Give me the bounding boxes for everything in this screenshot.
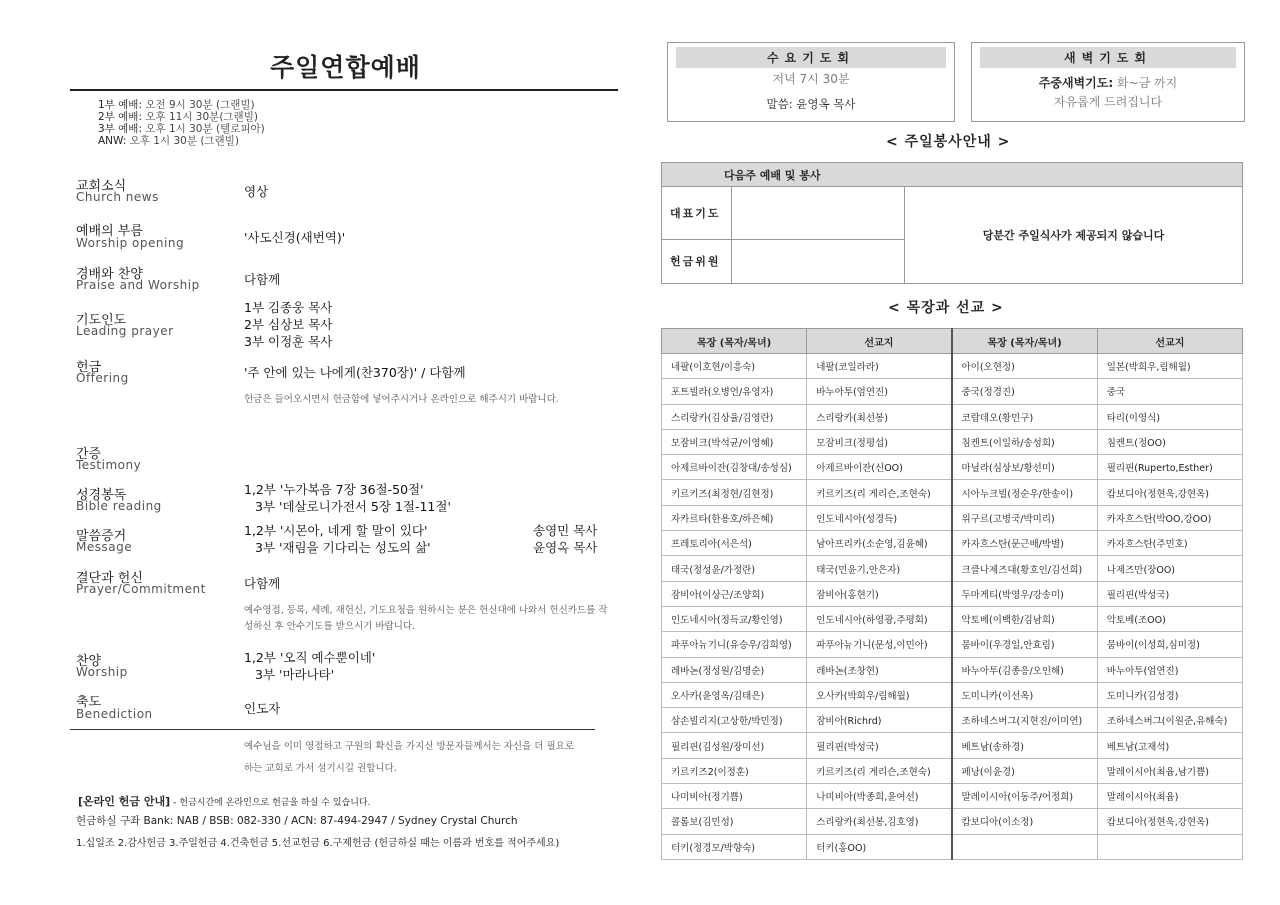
mokjang-cell: 아이(오현정) [952, 354, 1098, 379]
commit-en: Prayer/Commitment [76, 582, 206, 596]
mission-cell: 인도네시아(성경득) [807, 505, 952, 530]
mission-header: 선교지 [807, 329, 952, 354]
table-row [662, 733, 1243, 758]
mission-header: 목장 (목자/목녀) [952, 329, 1098, 354]
table-row [662, 480, 1243, 505]
prayer-ko: 기도인도 [76, 313, 127, 328]
mokjang-cell: 인도네시아(정득교/황인영) [662, 606, 807, 631]
mission-cell: 뭄바이(이성희,심미정) [1097, 632, 1242, 657]
mission-cell: 나미비아(박종희,윤여선) [807, 784, 952, 809]
mokjang-cell: 침켄트(이일하/송성희) [952, 429, 1098, 454]
mission-cell: 침켄트(정OO) [1097, 429, 1242, 454]
mission-cell: 태국(민윤기,안은자) [807, 556, 952, 581]
mission-cell: 타리(이영식) [1097, 404, 1242, 429]
table-row [662, 354, 1243, 379]
mission-cell: 잠비아(홍현기) [807, 581, 952, 606]
bene-value: 인도자 [244, 701, 281, 716]
mokjang-cell: 프레토리아(서은석) [662, 531, 807, 556]
table-row [662, 404, 1243, 429]
mission-cell: 스리랑카(최선봉,김호영) [807, 809, 952, 834]
mokjang-cell: 말레이시아(이동주/어정희) [952, 784, 1098, 809]
mokjang-cell: 필리핀(김성원/장미선) [662, 733, 807, 758]
offering-committee-label: 헌금위원 [662, 239, 732, 283]
bible-en: Bible reading [76, 499, 162, 513]
mokjang-cell: 잠비아(이상근/조양희) [662, 581, 807, 606]
mission-cell: 스리랑카(최선봉) [807, 404, 952, 429]
bible-ko: 성경봉독 [76, 488, 127, 503]
table-row [662, 505, 1243, 530]
mokjang-cell: 태국(정성윤/가정란) [662, 556, 807, 581]
mission-cell: 터키(홍OO) [807, 834, 952, 859]
offering-note: 헌금은 들어오시면서 헌금함에 넣어주시거나 온라인으로 해주시기 바랍니다. [244, 394, 559, 405]
table-row [662, 784, 1243, 809]
mission-section-title: < 목장과 선교 > [888, 300, 1004, 316]
commit-value: 다함께 [244, 576, 281, 591]
bene-en: Benediction [76, 707, 153, 721]
mokjang-cell: 캄보디아(이소정) [952, 809, 1098, 834]
service-section-title: < 주일봉사안내 > [886, 134, 1011, 150]
mission-cell: 바누아투(엄연진) [1097, 657, 1242, 682]
mission-cell: 키르키즈(리 게리슨,조현숙) [807, 758, 952, 783]
mission-cell: 아제르바이잔(신OO) [807, 455, 952, 480]
mission-cell: 말레이시아(최윰,남기쁨) [1097, 758, 1242, 783]
online-offering: [온라인 헌금 안내] - 헌금시간에 온라인으로 헌금을 하실 수 있습니다. [78, 795, 371, 808]
mokjang-cell: 삼손빌리지(고상한/박민정) [662, 708, 807, 733]
mission-cell: 캄보디아(정현욱,강현옥) [1097, 809, 1242, 834]
table-row [662, 657, 1243, 682]
news-ko: 교회소식 [76, 179, 127, 194]
mokjang-cell: 포트빌라(오병언/유영자) [662, 379, 807, 404]
mission-header: 선교지 [1097, 329, 1242, 354]
mokjang-cell: 파푸아뉴기니(유승우/김희영) [662, 632, 807, 657]
table-row [662, 758, 1243, 783]
mokjang-cell: 아제르바이잔(김창대/송성심) [662, 455, 807, 480]
table-row [662, 834, 1243, 859]
mokjang-cell: 마닐라(심상보/황선미) [952, 455, 1098, 480]
worship-en: Worship [76, 665, 128, 679]
testimony-ko: 간증 [76, 447, 102, 462]
table-row [662, 632, 1243, 657]
mission-cell: 카자흐스탄(주민호) [1097, 531, 1242, 556]
mission-header: 목장 (목자/목녀) [662, 329, 807, 354]
mokjang-cell: 베트남(송하경) [952, 733, 1098, 758]
mission-cell: 캄보디아(정현욱,강현옥) [1097, 480, 1242, 505]
mokjang-cell: 시아누크빌(정순우/한송이) [952, 480, 1098, 505]
meal-notice: 당분간 주일식사가 제공되지 않습니다 [905, 187, 1243, 284]
worship-list: 1,2부 '오직 예수뿐이네' 3부 '마라나타' [244, 650, 376, 682]
news-en: Church news [76, 190, 159, 204]
mokjang-cell: 콜롬보(김민성) [662, 809, 807, 834]
praise-value: 다함께 [244, 272, 281, 287]
mokjang-cell: 나미비아(정기쁨) [662, 784, 807, 809]
mokjang-cell: 카자흐스탄(문근배/박별) [952, 531, 1098, 556]
mokjang-cell [952, 834, 1098, 859]
mission-cell: 중국 [1097, 379, 1242, 404]
dawn-title: 새벽기도회 [980, 47, 1236, 68]
service-times: 1부 예배: 오전 9시 30분 (그랜빌) 2부 예배: 오후 11시 30분(그랜빌) 3부 예배: 오후 1시 30분 (텔로피아) ANW: 오후 1시 30분 (그랜빌) [98, 99, 265, 147]
mission-cell: 오사카(박희우/림해월) [807, 682, 952, 707]
bene-ko: 축도 [76, 695, 102, 710]
dawn-prayer-box [971, 42, 1245, 122]
page-title: 주일연합예배 [270, 53, 421, 82]
mokjang-cell: 키르키즈2(이정훈) [662, 758, 807, 783]
opening-ko: 예배의 부름 [76, 224, 143, 239]
bank-account: 헌금하실 구좌 Bank: NAB / BSB: 082-330 / ACN: 87-494-2947 / Sydney Crystal Church [76, 815, 518, 827]
mission-cell: 악토베(조OO) [1097, 606, 1242, 631]
mokjang-cell: 두마게티(박영우/강송미) [952, 581, 1098, 606]
testimony-en: Testimony [76, 458, 142, 472]
mokjang-cell: 레바논(정성원/김명순) [662, 657, 807, 682]
mokjang-cell: 조하네스버그(지현진/이미연) [952, 708, 1098, 733]
wednesday-speaker: 말씀: 윤영옥 목사 [766, 97, 856, 111]
praise-ko: 경배와 찬양 [76, 267, 143, 282]
title-rule [70, 89, 618, 91]
mokjang-cell: 바누아투(김종응/오인해) [952, 657, 1098, 682]
mokjang-cell: 자카르타(한용호/하은혜) [662, 505, 807, 530]
message-list: 1,2부 '시몬아, 네게 할 말이 있다' 3부 '재림을 기다리는 성도의 삶' [244, 523, 431, 555]
table-row [662, 455, 1243, 480]
bible-list: 1,2부 '누가복음 7장 36절-50절' 3부 '데살로니가전서 5장 1절-11절' [244, 482, 451, 514]
mission-cell: 모잠비크(정평섭) [807, 429, 952, 454]
wednesday-title: 수요기도회 [676, 47, 946, 68]
mission-cell: 필리핀(박성국) [807, 733, 952, 758]
table-row [662, 682, 1243, 707]
mission-cell [1097, 834, 1242, 859]
mokjang-cell: 터키(정경모/박향숙) [662, 834, 807, 859]
offering-types: 1.십일조 2.감사헌금 3.주일헌금 4.건축헌금 5.선교헌금 6.구제헌금 (헌금하실 때는 이름과 번호를 적어주세요) [76, 838, 560, 849]
message-speakers: 송영민 목사 윤영옥 목사 [533, 523, 598, 555]
commit-note: 예수영접, 등록, 세례, 재헌신, 기도요청을 원하시는 분은 헌신대에 나와서 헌신카드를 작성하신 후 안수기도를 받으시기 바랍니다. [244, 605, 608, 632]
mokjang-cell: 도미니카(이선옥) [952, 682, 1098, 707]
mission-cell: 네팔(코일라라) [807, 354, 952, 379]
mission-cell: 카자흐스탄(박OO,강OO) [1097, 505, 1242, 530]
table-row [662, 708, 1243, 733]
message-ko: 말씀증거 [76, 529, 127, 544]
worship-ko: 찬양 [76, 654, 102, 669]
mission-cell: 일본(박희우,림해월) [1097, 354, 1242, 379]
dawn-line1: 주중새벽기도: 화~금 까지 [1038, 76, 1178, 90]
mokjang-cell: 스리랑카(김상율/김영란) [662, 404, 807, 429]
visitor-footnote: 예수님을 이미 영접하고 구원의 확신을 가지신 방문자들께서는 자신을 더 필요로 하는 교회로 가서 섬기시길 권합니다. [244, 741, 575, 774]
divider [70, 729, 595, 730]
mokjang-cell: 크클나제즈대(황호인/김선희) [952, 556, 1098, 581]
mokjang-cell: 위구르(고병국/박미리) [952, 505, 1098, 530]
mission-cell: 잠비아(Richrd) [807, 708, 952, 733]
mokjang-cell: 악토베(이백한/김남희) [952, 606, 1098, 631]
mission-cell: 인도네시아(하영광,주평회) [807, 606, 952, 631]
table-row [662, 429, 1243, 454]
rep-prayer-label: 대표기도 [662, 187, 732, 239]
mokjang-cell: 키르키즈(최정현/김현정) [662, 480, 807, 505]
mokjang-cell: 페낭(이윤경) [952, 758, 1098, 783]
praise-en: Praise and Worship [76, 278, 200, 292]
mission-cell: 도미니카(김성경) [1097, 682, 1242, 707]
mission-cell: 조하네스버그(이원준,유해숙) [1097, 708, 1242, 733]
mission-cell: 필리핀(박성국) [1097, 581, 1242, 606]
service-table-head: 다음주 예배 및 봉사 [662, 163, 1243, 187]
table-row [662, 379, 1243, 404]
table-row [662, 606, 1243, 631]
mission-table [661, 328, 1243, 860]
service-table [661, 162, 1243, 284]
news-value: 영상 [244, 184, 269, 199]
prayer-list: 1부 김종웅 목사 2부 심상보 목사 3부 이정훈 목사 [244, 300, 333, 349]
wednesday-prayer-box [667, 42, 955, 122]
prayer-en: Leading prayer [76, 324, 174, 338]
mokjang-cell: 네팔(이호현/이흥숙) [662, 354, 807, 379]
table-row [662, 809, 1243, 834]
mokjang-cell: 중국(정경진) [952, 379, 1098, 404]
dawn-line2: 자유롭게 드려집니다 [1053, 95, 1163, 109]
mokjang-cell: 뭄바이(우경일,안효림) [952, 632, 1098, 657]
mission-cell: 레바논(조창현) [807, 657, 952, 682]
mission-cell: 나제즈만(장OO) [1097, 556, 1242, 581]
mokjang-cell: 모잠비크(박석균/이영혜) [662, 429, 807, 454]
offering-value: '주 안에 있는 나에게(찬370장)' / 다함께 [244, 365, 466, 380]
mission-cell: 말레이시아(최윰) [1097, 784, 1242, 809]
table-row [662, 556, 1243, 581]
wednesday-time: 저녁 7시 30분 [772, 72, 850, 86]
table-row [662, 531, 1243, 556]
opening-value: '사도신경(새번역)' [244, 230, 346, 245]
mokjang-cell: 코람데오(황민구) [952, 404, 1098, 429]
opening-en: Worship opening [76, 236, 185, 250]
offering-en: Offering [76, 371, 129, 385]
table-row [662, 581, 1243, 606]
mission-cell: 키르키즈(리 게리슨,조현숙) [807, 480, 952, 505]
message-en: Message [76, 540, 133, 554]
commit-ko: 결단과 헌신 [76, 571, 143, 586]
mokjang-cell: 오사카(윤영옥/김태은) [662, 682, 807, 707]
mission-cell: 남아프리카(소순영,김윤혜) [807, 531, 952, 556]
mission-cell: 바누아투(엄연진) [807, 379, 952, 404]
mission-cell: 파푸아뉴기니(문성,이민아) [807, 632, 952, 657]
offering-ko: 헌금 [76, 360, 102, 375]
mission-cell: 필리핀(Ruperto,Esther) [1097, 455, 1242, 480]
mission-cell: 베트남(고재석) [1097, 733, 1242, 758]
